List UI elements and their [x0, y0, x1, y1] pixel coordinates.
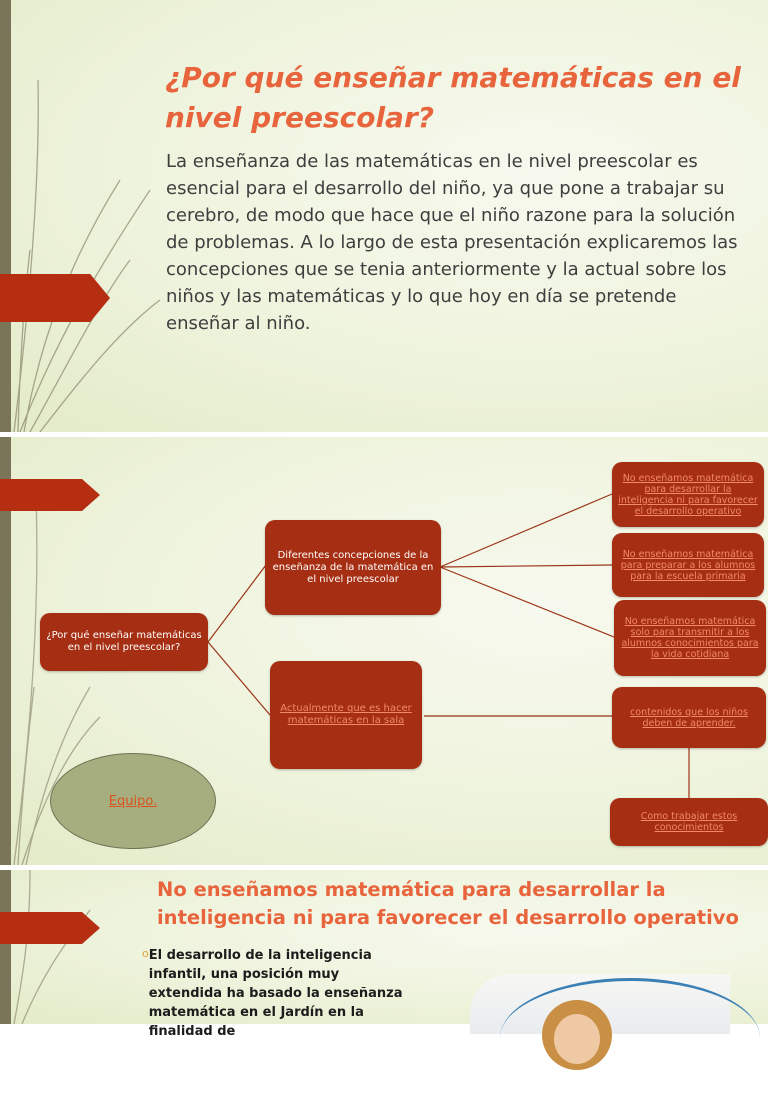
slide-intro — [0, 0, 768, 432]
bullet-item — [142, 946, 412, 1041]
today-branch-node[interactable] — [270, 661, 422, 769]
leaf-link-inteligencia[interactable]: No enseñamos matemática para desarrollar la inteligencia ni para favorecer el desarrollo operativo — [618, 472, 758, 517]
team-link[interactable]: Equipo. — [108, 793, 158, 809]
leaf-link-vida-cotidiana[interactable]: No enseñamos matemática solo para transmitir a los alumnos conocimientos para la vida cotidiana — [621, 616, 759, 660]
today-branch-link[interactable]: Actualmente que es hacer matemáticas en la sala — [280, 703, 412, 726]
bullet-text: El desarrollo de la inteligencia infantil, una posición muy extendida ha basado la enseñanza matemática en el Jardín en la finalidad de — [148, 948, 403, 1039]
slide-tab-marker — [0, 912, 100, 944]
leaf-node-inteligencia[interactable] — [612, 462, 764, 527]
concept-branch-node — [265, 520, 441, 615]
leaf-node-vida-cotidiana[interactable] — [614, 600, 766, 676]
photo-arc — [500, 978, 760, 1098]
leaf-node-contenidos[interactable] — [612, 687, 766, 748]
leaf-node-como-trabajar[interactable] — [610, 798, 768, 846]
photo-face — [554, 1014, 600, 1064]
concept-root-node — [40, 613, 208, 671]
slide-title: ¿Por qué enseñar matemáticas en el nivel preescolar? — [165, 61, 741, 134]
slide-title: No enseñamos matemática para desarrollar la inteligencia ni para favorecer el desarrollo operativo — [157, 878, 739, 929]
slide-no-inteligencia — [0, 870, 768, 1039]
leaf-link-primaria[interactable]: No enseñamos matemática para preparar a los alumnos para la escuela primaria — [620, 548, 756, 582]
slide-tab-marker — [0, 274, 110, 322]
slide-body-text: La enseñanza de las matemáticas en le nivel preescolar es esencial para el desarrollo del niño, ya que pone a trabajar su cerebro, de modo que hace que el niño razone para la solución de problemas. A lo largo de esta presentación explicaremos las concepciones que se tenia anteriormente y la actual sobre los niños y las matemáticas y lo que hoy en día se pretende enseñar al niño. — [166, 151, 738, 334]
child-photo — [470, 974, 730, 1034]
circle-bullet-icon: o — [142, 947, 149, 960]
concept-branch-label: Diferentes concepciones de la enseñanza de la matemática en el nivel preescolar — [272, 549, 434, 585]
team-ellipse[interactable] — [50, 753, 216, 849]
leaf-link-como-trabajar[interactable]: Como trabajar estos conocimientos — [640, 811, 738, 833]
leaf-link-contenidos[interactable]: contenidos que los niños deben de aprender. — [630, 706, 748, 729]
slide-tab-marker — [0, 479, 100, 511]
slide-concept-map — [0, 437, 768, 865]
leaf-node-primaria[interactable] — [612, 533, 764, 597]
concept-root-label: ¿Por qué enseñar matemáticas en el nivel preescolar? — [46, 630, 202, 653]
